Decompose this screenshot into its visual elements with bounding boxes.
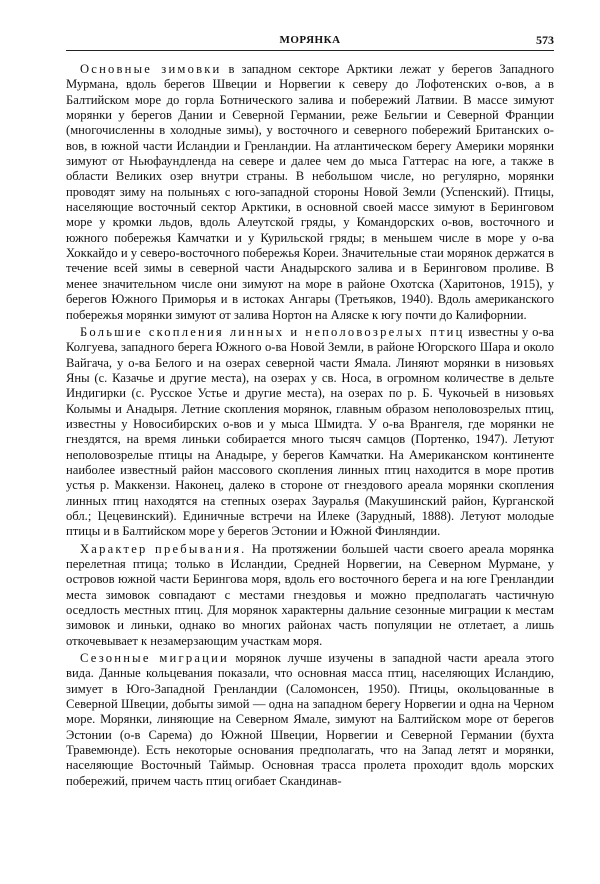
page-number: 573 bbox=[536, 33, 554, 47]
running-header bbox=[66, 34, 554, 51]
spaced-heading: Сезонные миграции bbox=[80, 651, 229, 666]
spaced-heading: Большие скопления линных и неполовозрелых птиц bbox=[80, 324, 465, 339]
paragraph-molting-concentrations bbox=[66, 325, 554, 540]
spaced-heading: Характер пребывания. bbox=[80, 541, 247, 556]
paragraph-text: в западном секторе Арктики лежат у берегов Западного Мурмана, вдоль берегов Швеции и Норвегии к северу до Лофотенских о-вов, а в Балтийском море до горла Ботнического залива и побережий Латвии. В массе зимуют морянки у берегов Дании и Северной Германии, реже Бельгии и Северной Франции (многочисленны в холодные зимы), у восточного и северного побережий Британских о-вов, в южной части Исландии и Гренландии. На атлантическом берегу Америки морянки зимуют от Ньюфаундленда на севере и далее чем до мыса Гаттерас на юге, а также в области Великих озер внутри страны. В небольшом числе, но регулярно, морянки проводят зиму на полыньях с юго-западной стороны Новой Земли (Успенский). Птицы, населяющие восточный сектор Арктики, в основной своей массе зимуют в Беринговом море у кромки льдов, вдоль Алеутской гряды, у Командорских о-вов, восточного и южного побережья Камчатки и у Курильской гряды; в меньшем числе в море у о-ва Хоккайдо и у северо-восточного побережья Кореи. Значительные стаи морянок держатся в течение всей зимы в северной части Анадырского залива и в Беринговом проливе. В менее значительном числе они зимуют на море в районе Охотска (Харитонов, 1915), у берегов Южного Приморья и в истоках Ангары (Третьяков, 1940). Вдоль американского побережья морянки зимуют от залива Нортон на Аляске к югу почти до Калифорнии. bbox=[66, 62, 554, 322]
spaced-heading: Основные зимовки bbox=[80, 62, 222, 76]
paragraph-text: известны у о-ва Колгуева, западного берега Южного о-ва Новой Земли, в районе Югорского Шара и около Вайгача, у о-ва Белого и на озерах северной части Ямала. Линяют морянки в низовьях Яны (с. Казачье и другие места), на озерах у св. Носа, в огромном количестве в дельте Индигирки (с. Русское Устье и другие места), на озерах по р. Б. Чукочьей в низовьях Колымы и Анадыря. Летние скопления морянок, главным образом неполовозрелых птиц, известны у Новосибирских о-вов и у мыса Шмидта. У о-ва Врангеля, где морянки не гнездятся, на время линьки собирается много тысяч самцов (Портенко, 1947). Летуют неполовозрелые птицы на Анадыре, у берегов Камчатки. На Американском континенте наиболее известный район массового скопления линных птиц находится в море против устья р. Маккензи. Наконец, далеко в стороне от гнездового ареала морянки скопления линных птиц находятся на степных озерах Зауралья (Макушинский район, Курганской обл.; Цецевинский). Единичные встречи на Илеке (Зарудный, 1888). Летуют молодые птицы и в Балтийском море у берегов Эстонии и Южной Финляндии. bbox=[66, 324, 554, 539]
paragraph-residence-character bbox=[66, 542, 554, 649]
page-body bbox=[66, 62, 554, 791]
paragraph-text: На протяжении большей части своего ареала морянка перелетная птица; только в Исландии, Средней Норвегии, на Северном Мурмане, у островов южной части Берингова моря, вдоль его восточного берега и на юге Гренландии места зимовок совпадают с местами гнездовья и можно предполагать частичную оседлость местных птиц. Для морянок характерны дальние сезонные миграции к местам зимовок и линьки, однако во многих районах часть популяции не отлетает, а лишь откочевывает к незамерзающим участкам моря. bbox=[66, 541, 554, 648]
paragraph-text: морянок лучше изучены в западной части ареала этого вида. Данные кольцевания показали, что основная масса птиц, населяющих Исландию, зимует в Юго-Западной Гренландии (Саломонсен, 1950). Птицы, окольцованные в Северной Швеции, добыты зимой — одна на западном берегу Норвегии и одна на Черном море. Морянки, линяющие на Северном Ямале, зимуют на Балтийском море от берегов Эстонии (о-в Сарема) до Южной Швеции, Норвегии и Северной Германии (бухта Травемюнде). Есть некоторые основания предполагать, что на Запад летят и морянки, населяющие Восточный Таймыр. Основная трасса пролета проходит вдоль морских побережий, причем часть птиц огибает Скандинав- bbox=[66, 651, 554, 788]
paragraph-seasonal-migrations bbox=[66, 651, 554, 789]
paragraph-wintering bbox=[66, 62, 554, 323]
running-title: МОРЯНКА bbox=[279, 34, 341, 46]
